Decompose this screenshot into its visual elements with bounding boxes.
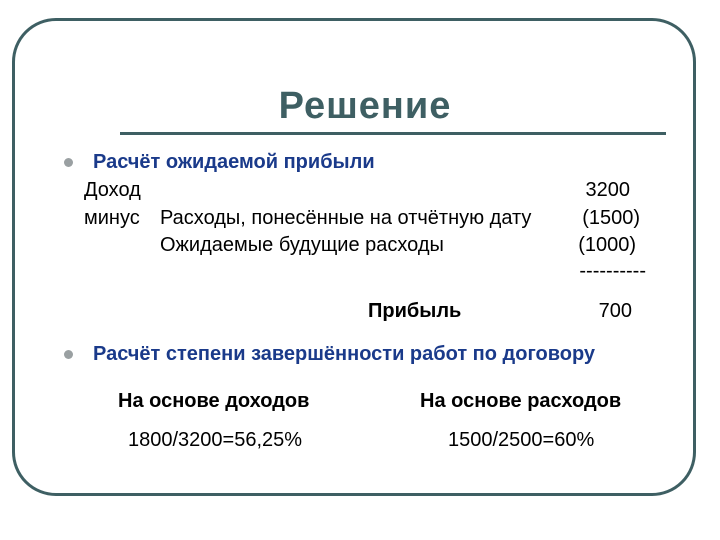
separator-line: ---------- bbox=[579, 260, 646, 282]
minus-label: минус bbox=[84, 207, 140, 229]
title-divider bbox=[120, 132, 666, 135]
right-formula: 1500/2500=60% bbox=[448, 429, 595, 451]
costs-incurred-value: (1500) bbox=[582, 207, 640, 229]
slide-title: Решение bbox=[278, 85, 452, 127]
future-costs-label: Ожидаемые будущие расходы bbox=[160, 234, 444, 256]
costs-incurred-label: Расходы, понесённые на отчётную дату bbox=[160, 207, 532, 229]
section1-heading: Расчёт ожидаемой прибыли bbox=[93, 151, 375, 173]
left-column-header: На основе доходов bbox=[118, 390, 310, 412]
bullet-icon bbox=[64, 350, 73, 359]
bullet-icon bbox=[64, 158, 73, 167]
right-column-header: На основе расходов bbox=[420, 390, 622, 412]
section2-heading: Расчёт степени завершённости работ по договору bbox=[93, 343, 596, 365]
profit-value: 700 bbox=[598, 300, 632, 322]
income-label: Доход bbox=[84, 179, 141, 201]
left-formula: 1800/3200=56,25% bbox=[128, 429, 303, 451]
profit-label: Прибыль bbox=[368, 300, 462, 322]
future-costs-value: (1000) bbox=[578, 234, 636, 256]
income-value: 3200 bbox=[585, 179, 630, 201]
